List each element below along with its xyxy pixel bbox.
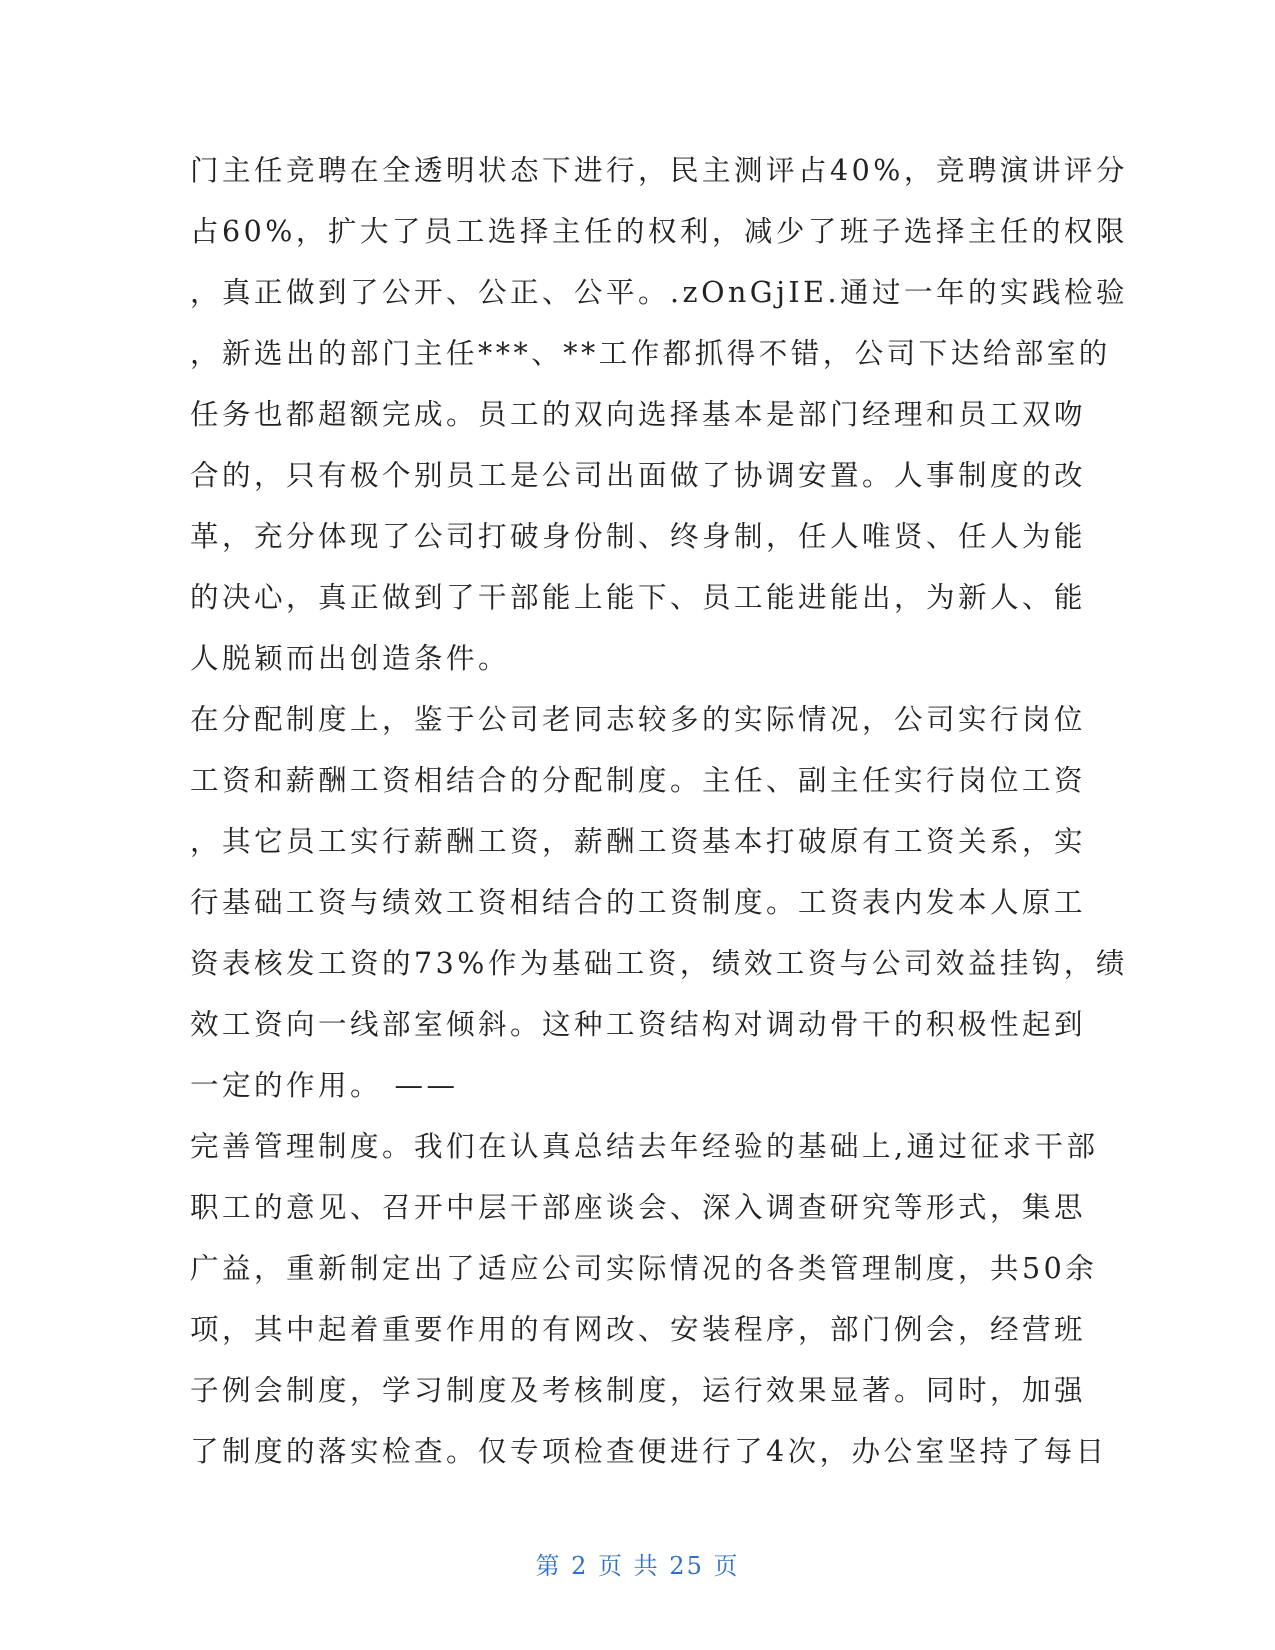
text-line: ，真正做到了公开、公正、公平。.zOnGjIE.通过一年的实践检验	[190, 276, 1129, 309]
text-line: 一定的作用。 ——	[190, 1069, 459, 1102]
page-number: 第 2 页 共 25 页	[535, 1552, 740, 1580]
text-line: 合的，只有极个别员工是公司出面做了协调安置。人事制度的改	[190, 459, 1087, 492]
text-line: 资表核发工资的73%作为基础工资，绩效工资与公司效益挂钩，绩	[190, 947, 1128, 980]
text-line: 工资和薪酬工资相结合的分配制度。主任、副主任实行岗位工资	[190, 764, 1087, 797]
text-line: ，其它员工实行薪酬工资，薪酬工资基本打破原有工资关系，实	[190, 825, 1087, 858]
text-line: 完善管理制度。我们在认真总结去年经验的基础上,通过征求干部	[190, 1130, 1099, 1163]
text-line: 效工资向一线部室倾斜。这种工资结构对调动骨干的积极性起到	[190, 1008, 1087, 1041]
text-line: 的决心，真正做到了干部能上能下、员工能进能出，为新人、能	[190, 581, 1087, 614]
text-line: 在分配制度上，鉴于公司老同志较多的实际情况，公司实行岗位	[190, 703, 1087, 736]
text-line: 项，其中起着重要作用的有网改、安装程序，部门例会，经营班	[190, 1313, 1087, 1346]
text-line: 门主任竞聘在全透明状态下进行，民主测评占40%，竞聘演讲评分	[190, 154, 1128, 187]
text-line: 行基础工资与绩效工资相结合的工资制度。工资表内发本人原工	[190, 886, 1087, 919]
text-line: 人脱颖而出创造条件。	[190, 642, 511, 675]
text-line: 职工的意见、召开中层干部座谈会、深入调查研究等形式，集思	[190, 1191, 1087, 1224]
text-line: ，新选出的部门主任***、**工作都抓得不错，公司下达给部室的	[190, 337, 1111, 370]
document-body	[190, 140, 1129, 1482]
text-line: 了制度的落实检查。仅专项检查便进行了4次，办公室坚持了每日	[190, 1435, 1108, 1468]
text-line: 任务也都超额完成。员工的双向选择基本是部门经理和员工双吻	[190, 398, 1087, 431]
text-line: 子例会制度，学习制度及考核制度，运行效果显著。同时，加强	[190, 1374, 1087, 1407]
text-line: 占60%，扩大了员工选择主任的权利，减少了班子选择主任的权限	[190, 215, 1128, 248]
text-line: 革，充分体现了公司打破身份制、终身制，任人唯贤、任人为能	[190, 520, 1087, 553]
text-line: 广益，重新制定出了适应公司实际情况的各类管理制度，共50余	[190, 1252, 1098, 1285]
